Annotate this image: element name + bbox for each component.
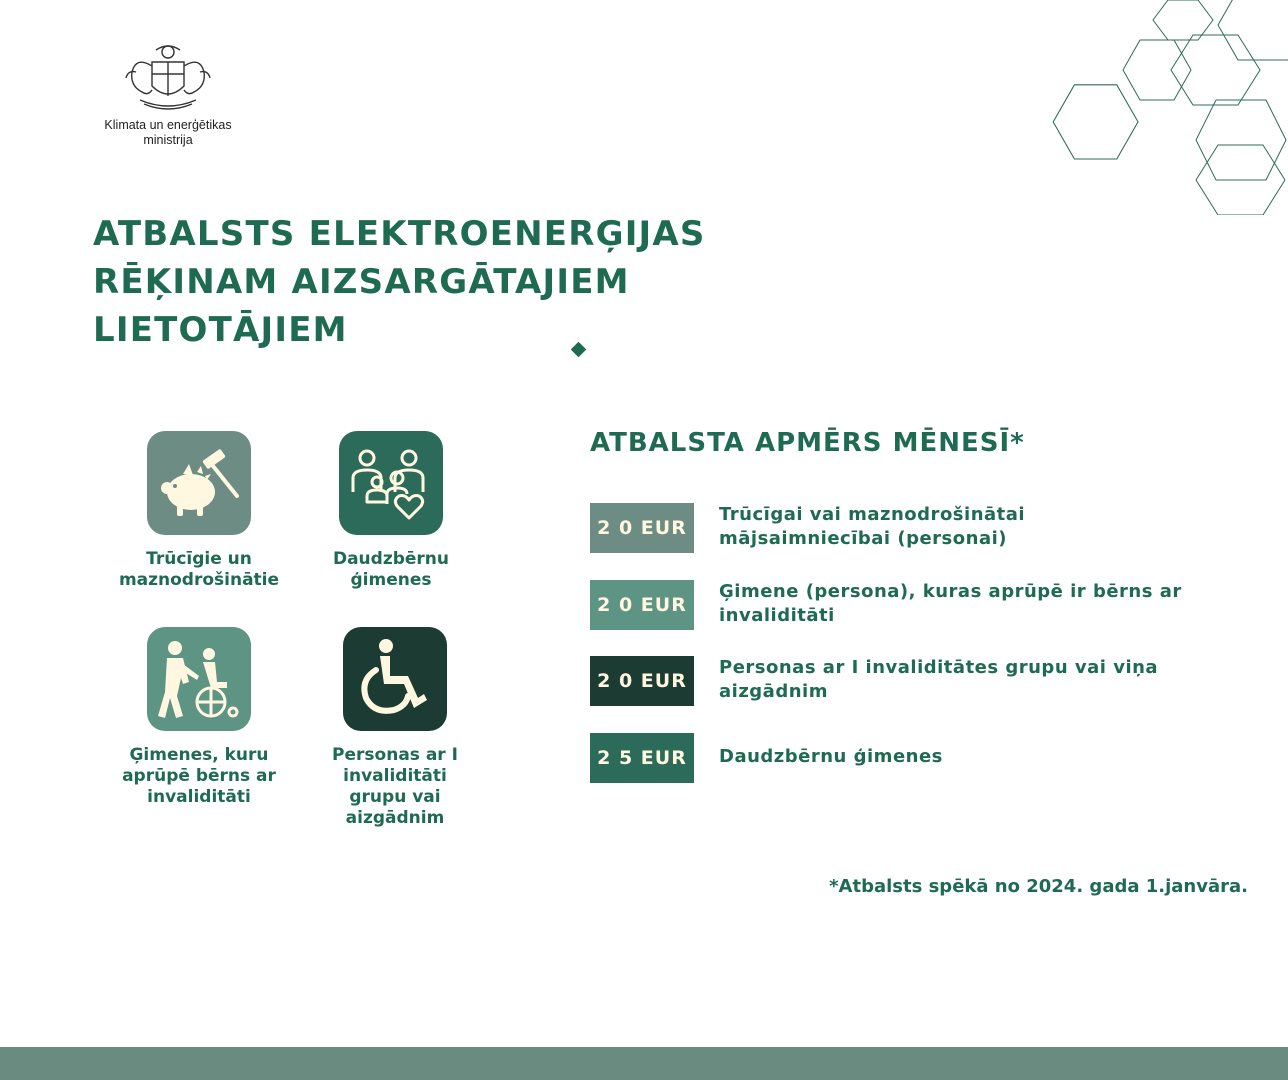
large-family-icon [345,444,437,522]
category-tile-large-families [339,431,443,535]
support-description-line1: Daudzbērnu ģimenes [719,746,943,767]
support-row-disabled-child [590,580,1230,632]
category-large-families [291,431,491,591]
category-group-one-disability [295,627,495,829]
ministry-logo [90,42,246,148]
category-tile-low-income [147,431,251,535]
support-description [719,503,1219,551]
amount-badge: 2 5 EUR [590,733,694,783]
title-line3: LIETOTĀJIEM [93,310,348,350]
category-tile-group-one-disability [343,627,447,731]
support-description-line2: invaliditāti [719,605,835,626]
ministry-name-line1: Klimata un enerģētikas [104,118,232,132]
bottom-bar [0,1047,1288,1080]
piggy-bank-hammer-icon [153,444,245,522]
category-families-disabled-child [99,627,299,808]
support-description-line1: Trūcīgai vai maznodrošinātai [719,504,1026,525]
support-description [719,745,1219,769]
ministry-name-line2: ministrija [143,133,193,147]
category-label-large-families: Daudzbērnu ģimenes [332,549,450,590]
caregiver-wheelchair-icon [153,636,245,722]
support-description-line1: Ģimene (persona), kuras aprūpē ir bērns ar [719,581,1182,602]
amount-badge: 2 0 EUR [590,656,694,706]
title-line2: RĒĶINAM AIZSARGĀTAJIEM [93,262,630,302]
support-row-group-one-disability [590,656,1230,708]
wheelchair-icon [352,636,438,722]
support-description-line1: Personas ar I invaliditātes grupu vai viņa [719,657,1159,678]
amount-badge: 2 0 EUR [590,580,694,630]
hexagon-pattern-decoration [1048,0,1288,215]
support-description [719,580,1219,628]
category-label-group-one-disability: Personas ar I invaliditāti grupu vai aizgādnim [332,745,458,828]
support-title: ATBALSTA APMĒRS MĒNESĪ* [590,428,1025,458]
category-tile-families-disabled-child [147,627,251,731]
category-low-income [99,431,299,591]
page-title [93,210,773,354]
support-row-low-income [590,503,1230,555]
amount-badge: 2 0 EUR [590,503,694,553]
support-description-line2: aizgādnim [719,681,828,702]
support-description-line2: mājsaimniecībai (personai) [719,528,1007,549]
support-description [719,656,1219,704]
ministry-name [90,118,246,148]
title-line1: ATBALSTS ELEKTROENERĢIJAS [93,214,706,254]
coat-of-arms-icon [118,42,218,112]
footnote: *Atbalsts spēkā no 2024. gada 1.janvāra. [829,876,1248,897]
support-row-large-families [590,733,1230,785]
category-label-low-income: Trūcīgie un maznodrošinātie [118,549,280,590]
category-label-families-disabled-child: Ģimenes, kuru aprūpē bērns ar invaliditāti [122,745,276,807]
